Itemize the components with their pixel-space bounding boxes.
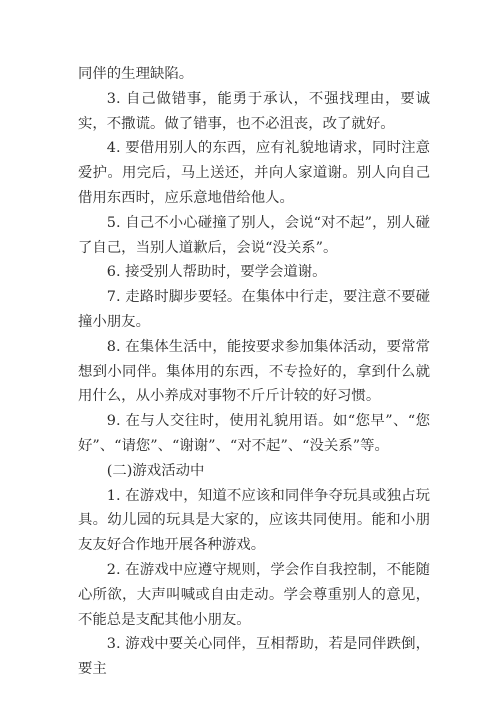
paragraph-continuation: 同伴的生理缺陷。 [78,66,194,82]
paragraph-item-3: 3. 自己做错事，能勇于承认，不强找理由，要诚实，不撒谎。做了错事，也不必沮丧，改了就好。 [78,90,430,132]
paragraph-item-6: 6. 接受别人帮助时，要学会道谢。 [106,264,327,281]
paragraph-item-9: 9. 在与人交往时，使用礼貌用语。如“您早”、“您好”、“请您”、“谢谢”、“对不起”、“没关系”等。 [78,413,430,454]
paragraph-item-8: 8. 在集体生活中，能按要求参加集体活动，要常常想到小同伴。集体用的东西，不专捡好的，拿到什么就用什么，从小养成对事物不斤斤计较的好习惯。 [78,338,430,405]
paragraph-game-1: 1. 在游戏中，知道不应该和同伴争夺玩具或独占玩具。幼儿园的玩具是大家的，应该共同使用。能和小朋友友好合作地开展各种游戏。 [78,487,430,554]
paragraph-item-5: 5. 自己不小心碰撞了别人，会说“对不起”，别人碰了自己，当别人道歉后，会说“没关系”。 [78,214,430,256]
document-body [78,62,430,682]
paragraph-item-4: 4. 要借用别人的东西，应有礼貌地请求，同时注意爱护。用完后，马上送还，并向人家道谢。别人向自己借用东西时，应乐意地借给他人。 [78,140,430,206]
section-heading: (二)游戏活动中 [106,462,205,479]
paragraph-item-7: 7. 走路时脚步要轻。在集体中行走，要注意不要碰撞小朋友。 [78,289,430,330]
paragraph-game-3: 3. 游戏中要关心同伴，互相帮助，若是同伴跌倒，要主 [78,636,430,678]
paragraph-game-2: 2. 在游戏中应遵守规则，学会作自我控制，不能随心所欲，大声叫喊或自由走动。学会尊重别人的意见，不能总是支配其他小朋友。 [78,561,430,628]
